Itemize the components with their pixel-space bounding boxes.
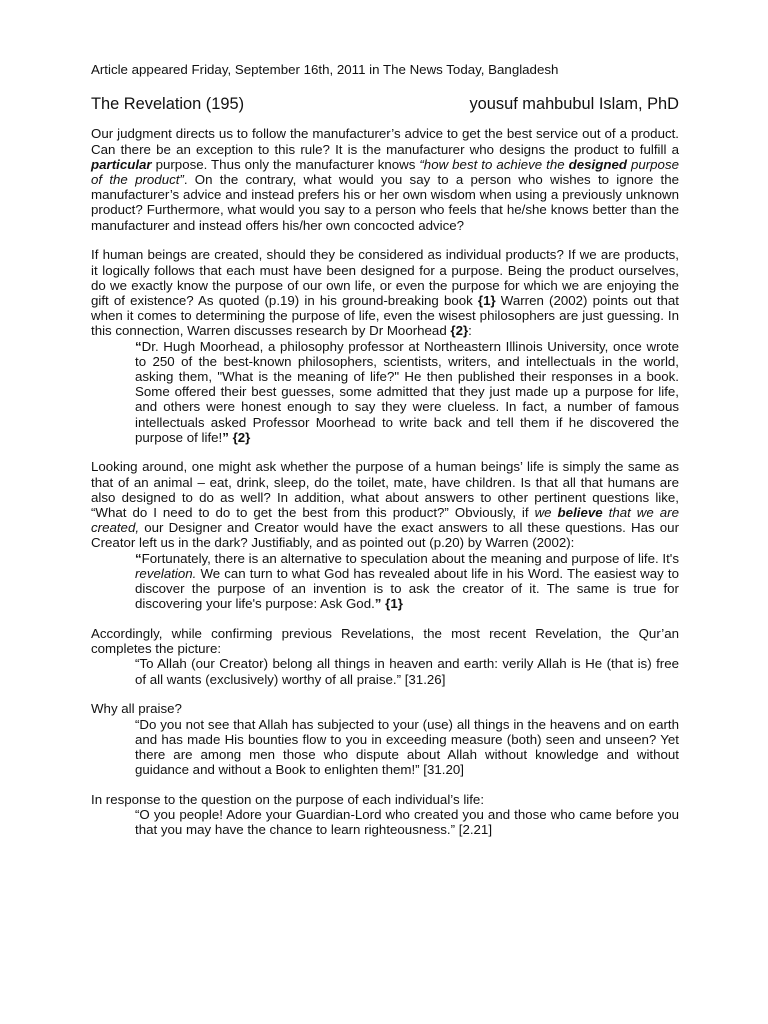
p1-text-g: . On the contrary, what would you say to a person who wishes to ignore the manufacturer’s advice and instead prefers his or her own wisdom when using a previously unknown product? Furthermore, what would you say to a person who feels that he/she knows better than the manufacturer and instead offers his/her own concocted advice? [91,172,679,233]
p3-text-e: our Designer and Creator would have the exact answers to all these questions. Has our Creator left us in the dark? Justifiably, and as pointed out (p.20) by Warren (2002): [91,520,679,551]
quote-quran-31-26: “To Allah (our Creator) belong all things in heaven and earth: verily Allah is He (that is) free of all wants (exclusively) worthy of all praise.” [31.26] [135,656,679,687]
q1-close-ref: ” {2} [222,429,251,445]
p3-emph-believe: believe [557,505,603,521]
article-title: The Revelation (195) [91,95,245,114]
paragraph-6: In response to the question on the purpose of each individual’s life: [91,791,485,807]
quote-warren [135,551,679,612]
article-page [91,62,679,852]
p2-text-c: : [468,323,472,339]
p2-text-b: Warren (2002) points out that when it comes to determining the purpose of life, even the wisest philosophers are just guessing. In this connection, Warren discusses research by Dr Moorhead [91,292,680,339]
p2-text-a: If human beings are created, should they be considered as individual products? If we are products, it logically follows that each must have been designed for a purpose. Being the product ourselves, do we exactly know the purpose of our own life, or even the purpose for which we are enjoying the gift of existence? As quoted (p.19) in his ground-breaking book [91,247,679,308]
q2-text-c: We can turn to what God has revealed about life in his Word. The easiest way to discover the purpose of an invention is to ask the creator of it. The same is true for discovering your life's purpose: Ask God. [135,565,679,612]
p1-text-a: Our judgment directs us to follow the manufacturer’s advice to get the best service out of a product. Can there be an exception to this rule? It is the manufacturer who designs the product to fulfill a [91,126,679,157]
q2-close-ref: ” {1} [374,596,403,612]
paragraph-3 [91,459,679,550]
quote-moorhead [135,339,679,445]
q2-open-quote: “ [135,550,142,566]
q2-italic-revelation: revelation. [135,565,197,581]
p1-emph-particular: particular [91,156,152,172]
q1-text: Dr. Hugh Moorhead, a philosophy professor at Northeastern Illinois University, once wrote to 250 of the best-known philosophers, scientists, writers, and intellectuals in the world, asking them, "What is the meaning of life?" He then published their responses in a book. Some offered their best guesses, some admitted that they just made up a purpose for life, and others were honest enough to say they were clueless. In fact, a number of famous intellectuals asked Professor Moorhead to write back and tell them if he discovered the purpose of life! [135,338,679,445]
q1-open-quote: “ [135,338,142,354]
p2-ref-2: {2} [450,323,469,339]
p1-italic-f: purpose of the product” [91,156,679,188]
p1-italic-d: “how best to achieve the [419,156,569,172]
author-name: yousuf mahbubul Islam, PhD [469,95,679,114]
title-row [91,97,679,112]
paragraph-2 [91,247,679,338]
paragraph-1 [91,126,679,232]
p1-text-c: purpose. Thus only the manufacturer knows [151,156,420,172]
paragraph-4: Accordingly, while confirming previous Revelations, the most recent Revelation, the Qur’an completes the picture: [91,626,679,657]
paragraph-5: Why all praise? [91,701,182,717]
source-line: Article appeared Friday, September 16th, 2011 in The News Today, Bangladesh [91,62,559,77]
quote-quran-2-21: “O you people! Adore your Guardian-Lord who created you and those who came before you that you may have the chance to learn righteousness.” [2.21] [135,807,679,838]
p1-emph-designed: designed [568,156,627,172]
quote-quran-31-20: “Do you not see that Allah has subjected to your (use) all things in the heavens and on earth and has made His bounties flow to you in exceeding measure (both) seen and unseen? Yet there are among men those who dispute about Allah without knowledge and without guidance and without a Book to enlighten them!” [31.20] [135,716,679,778]
p3-text-a: Looking around, one might ask whether the purpose of a human beings’ life is simply the same as that of an animal – eat, drink, sleep, do the toilet, mate, have children. Is that all that humans are also designed to do as well? In addition, what about answers to other pertinent questions like, “What do I need to do to get the best from this product?” Obviously, if [91,459,679,521]
p3-italic-we: we [534,505,558,521]
p3-italic-created: that we are created, [91,505,679,536]
q2-text-a: Fortunately, there is an alternative to speculation about the meaning and purpose of life. It's [141,550,679,566]
p2-ref-1: {1} [477,292,496,308]
